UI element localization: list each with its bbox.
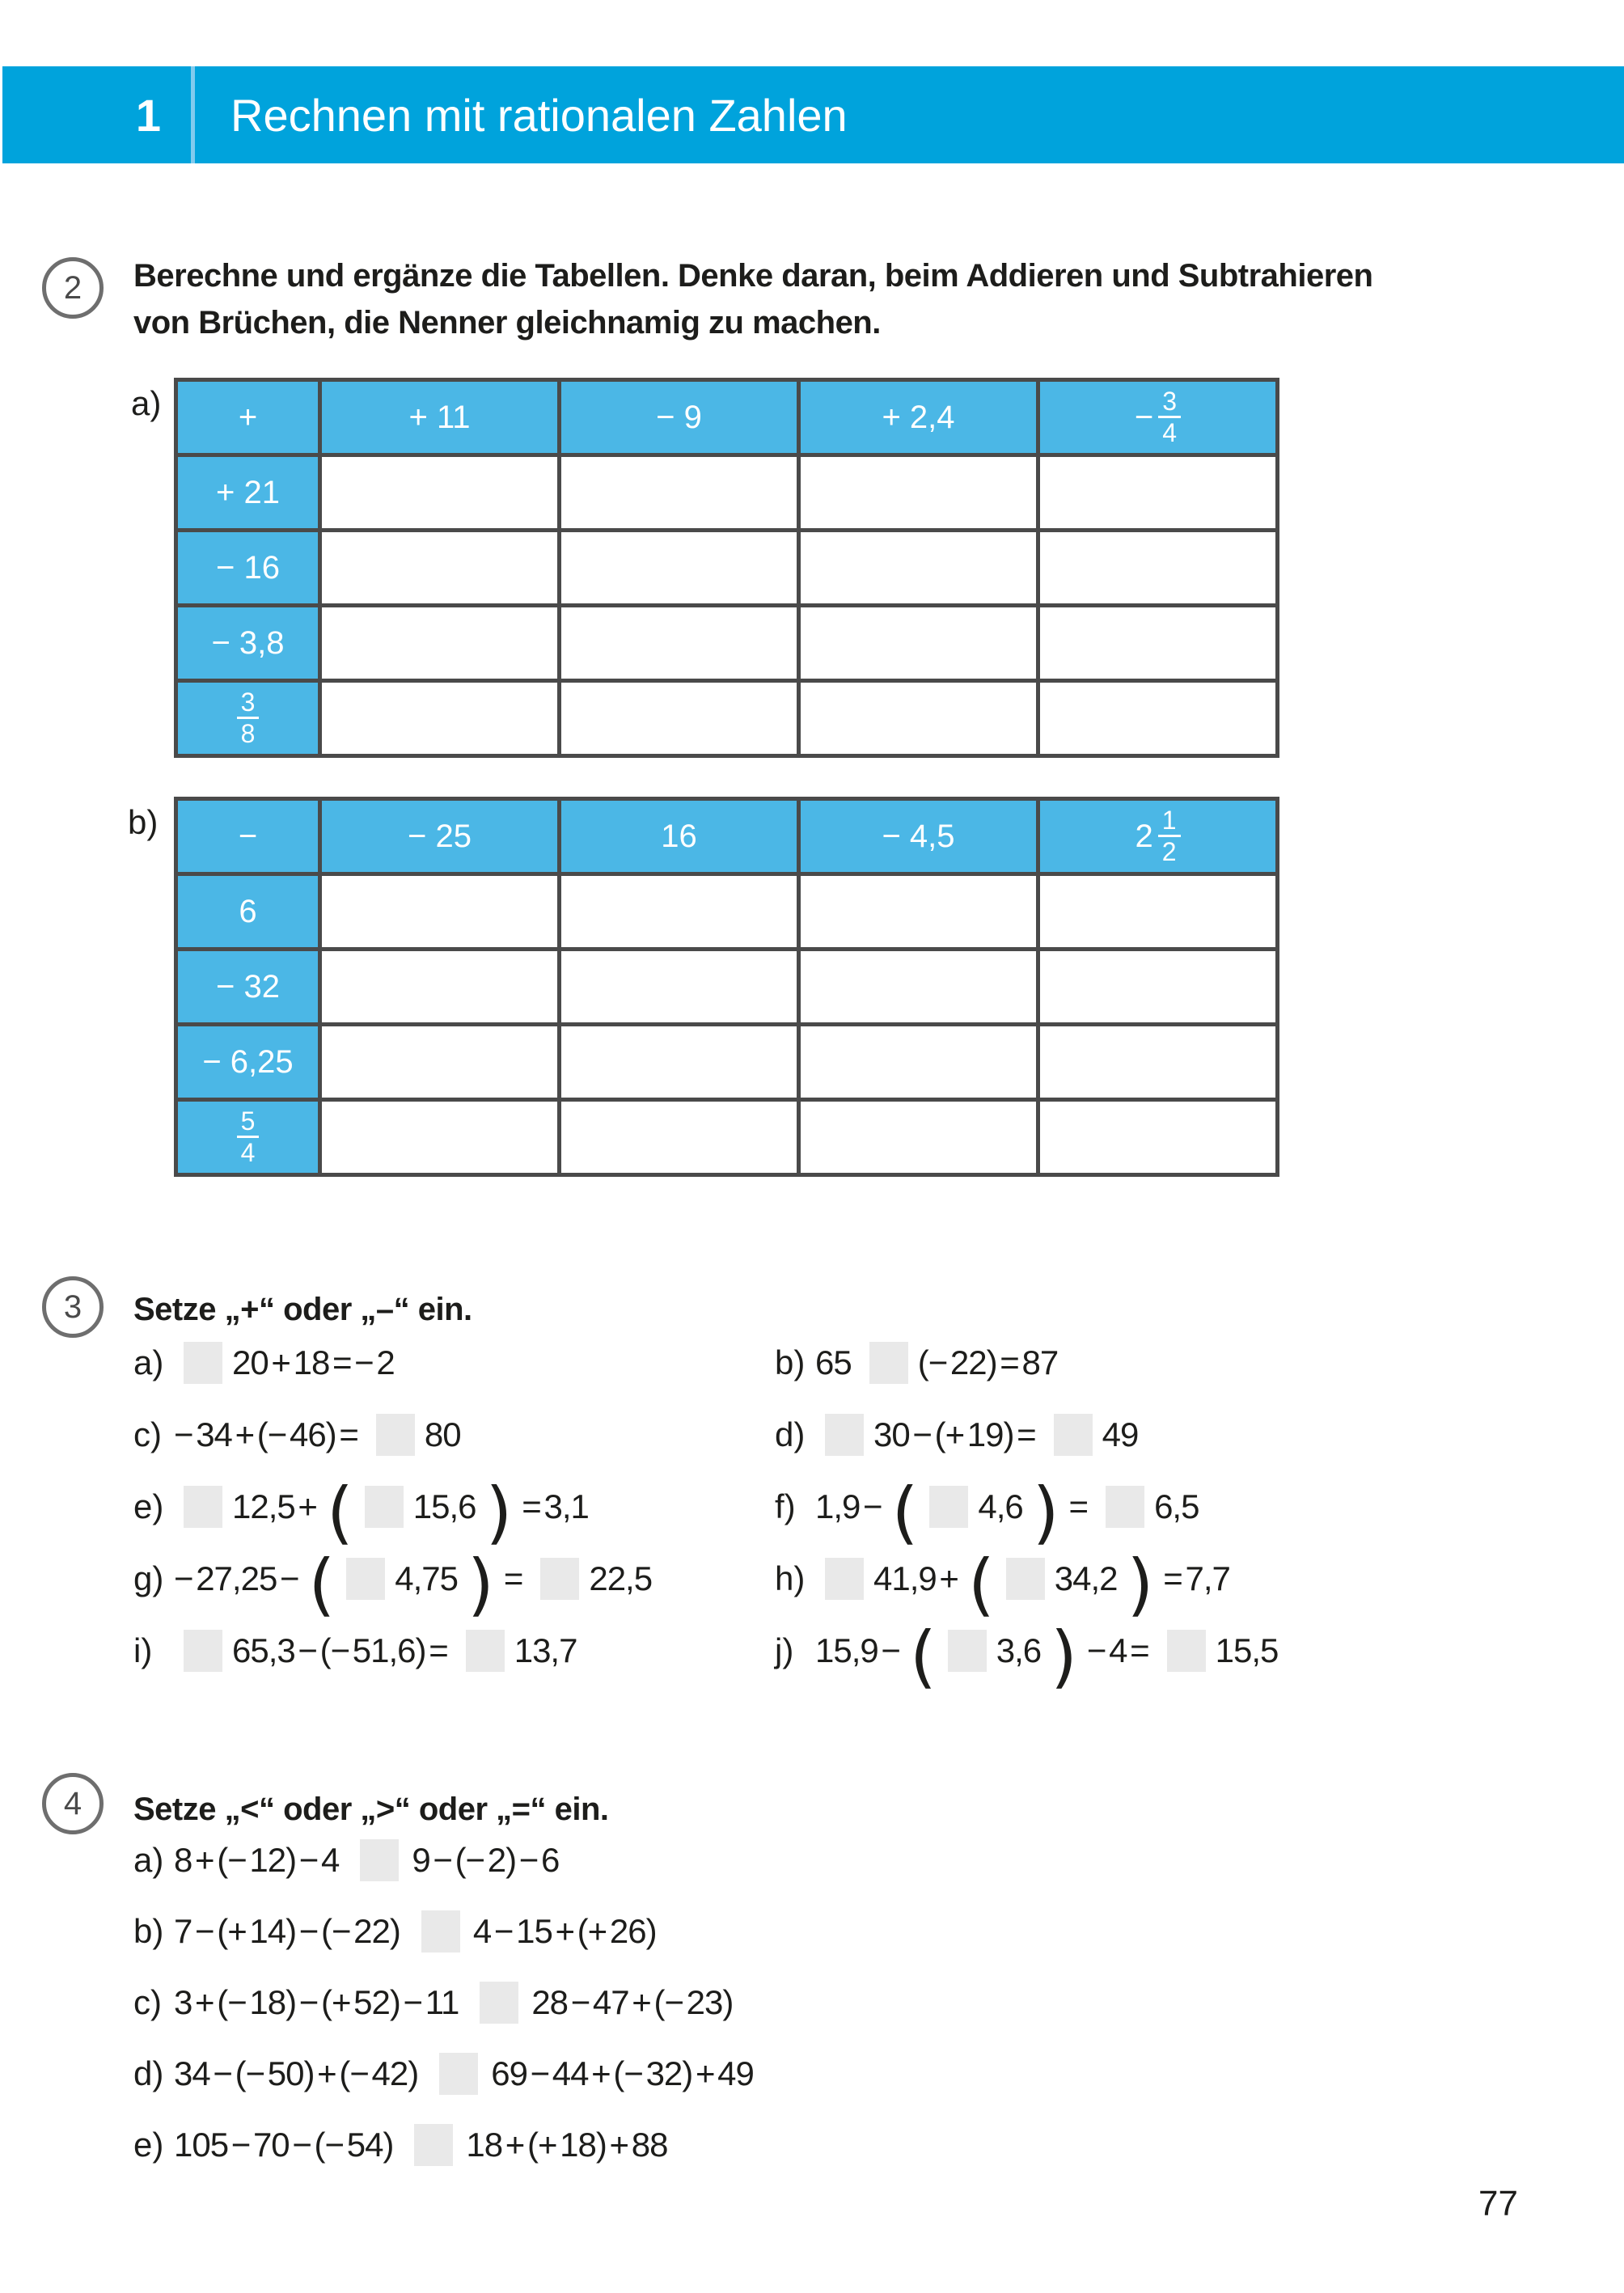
- table-a-header-row: [176, 380, 1278, 455]
- fraction-numerator: 3: [1162, 386, 1178, 416]
- equation-text: 69 − 44 + (− 32) + 49: [491, 2054, 754, 2092]
- table-cell-blank[interactable]: [560, 606, 799, 681]
- equation-text: (− 22) = 87: [917, 1343, 1059, 1381]
- equation-text: 15,9 −: [815, 1631, 900, 1669]
- answer-box[interactable]: [184, 1342, 222, 1384]
- table-a-operator-cell: +: [176, 380, 320, 455]
- answer-box[interactable]: [184, 1630, 222, 1672]
- equation-text: 22,5: [589, 1559, 653, 1597]
- table-cell-blank[interactable]: [560, 950, 799, 1025]
- answer-box[interactable]: [1054, 1414, 1093, 1456]
- equation-text: 30 − (+ 19) =: [873, 1415, 1036, 1453]
- close-paren: ): [1127, 1544, 1154, 1624]
- mixed-number-whole: 2: [1135, 818, 1153, 854]
- table-b-row-header-fraction: [176, 1100, 320, 1175]
- table-cell-blank[interactable]: [320, 455, 560, 531]
- table-b-col-header-mixed-number: [1038, 799, 1278, 874]
- table-b-row-header: − 6,25: [176, 1025, 320, 1100]
- table-row: [176, 455, 1278, 531]
- equation-text: − 27,25 −: [174, 1559, 299, 1597]
- table-cell-blank[interactable]: [1038, 681, 1278, 756]
- answer-box[interactable]: [346, 1558, 385, 1600]
- table-cell-blank[interactable]: [1038, 1025, 1278, 1100]
- exercise-2-number-badge: [42, 257, 104, 319]
- open-paren: (: [326, 1472, 353, 1552]
- close-paren: ): [485, 1472, 513, 1552]
- exercise-2-number: 2: [63, 269, 82, 306]
- answer-box[interactable]: [414, 2124, 453, 2166]
- item-letter: f): [775, 1487, 796, 1525]
- fraction-numerator: 5: [240, 1106, 256, 1136]
- equation-text: 6,5: [1154, 1487, 1199, 1525]
- equation-text: 7 − (+ 14) − (− 22): [174, 1912, 400, 1950]
- item-letter: b): [775, 1343, 806, 1381]
- chapter-divider: [191, 66, 195, 163]
- answer-box[interactable]: [480, 1982, 518, 2024]
- equation-text: 12,5 +: [232, 1487, 317, 1525]
- ex4-item-a: [133, 1825, 1508, 1896]
- equation-text: =: [1068, 1487, 1089, 1525]
- exercise-2-prompt-line2: von Brüchen, die Nenner gleichnamig zu machen.: [133, 305, 881, 341]
- equation-text: − 34 + (− 46) =: [174, 1415, 358, 1453]
- page-number: 77: [1478, 2184, 1518, 2223]
- equation-text: 34 − (− 50) + (− 42): [174, 2054, 419, 2092]
- item-letter: a): [133, 1841, 164, 1879]
- ex3-item-c: [133, 1398, 772, 1470]
- ex3-item-i: [133, 1614, 772, 1686]
- item-letter: a): [133, 1343, 164, 1381]
- equation-text: 13,7: [514, 1631, 577, 1669]
- equation-text: 49: [1102, 1415, 1139, 1453]
- table-cell-blank[interactable]: [1038, 950, 1278, 1025]
- equation-text: 15,5: [1215, 1631, 1279, 1669]
- table-row: [176, 531, 1278, 606]
- table-cell-blank[interactable]: [320, 950, 560, 1025]
- table-b-row-header: 6: [176, 874, 320, 950]
- table-b-label: b): [128, 803, 159, 841]
- ex3-item-d: [775, 1398, 1406, 1470]
- item-letter: i): [133, 1631, 153, 1669]
- item-letter: d): [775, 1415, 806, 1453]
- fraction-denominator: 2: [1158, 835, 1181, 866]
- answer-box[interactable]: [825, 1414, 864, 1456]
- answer-box[interactable]: [360, 1839, 399, 1881]
- table-b-col-header: − 25: [320, 799, 560, 874]
- exercise-2-prompt: [133, 252, 1427, 346]
- equation-text: 105 − 70 − (− 54): [174, 2126, 394, 2164]
- equation-text: 3,6: [996, 1631, 1042, 1669]
- exercise-3-left-column: [133, 1326, 772, 1686]
- table-cell-blank[interactable]: [799, 1025, 1038, 1100]
- fraction-numerator: 3: [240, 687, 256, 717]
- ex3-item-f: [775, 1470, 1406, 1552]
- table-row: [176, 606, 1278, 681]
- table-cell-blank[interactable]: [320, 1100, 560, 1175]
- table-cell-blank[interactable]: [320, 1025, 560, 1100]
- table-cell-blank[interactable]: [1038, 1100, 1278, 1175]
- equation-text: 4,6: [978, 1487, 1023, 1525]
- ex3-item-g: [133, 1542, 772, 1624]
- table-cell-blank[interactable]: [560, 681, 799, 756]
- exercise-3-number-badge: [42, 1276, 104, 1338]
- exercise-3-right-column: [775, 1326, 1406, 1696]
- table-b-operator-cell: −: [176, 799, 320, 874]
- close-paren: ): [1032, 1472, 1059, 1552]
- item-letter: d): [133, 2054, 164, 2092]
- equation-text: 3 + (− 18) − (+ 52) − 11: [174, 1983, 459, 2021]
- answer-box[interactable]: [365, 1486, 404, 1528]
- table-cell-blank[interactable]: [320, 606, 560, 681]
- table-a-col-header: + 2,4: [799, 380, 1038, 455]
- answer-box[interactable]: [540, 1558, 579, 1600]
- table-row: [176, 681, 1278, 756]
- table-a: [174, 378, 1279, 758]
- table-cell-blank[interactable]: [799, 606, 1038, 681]
- item-letter: j): [775, 1631, 794, 1669]
- answer-box[interactable]: [1106, 1486, 1144, 1528]
- equation-text: 18 + (+ 18) + 88: [466, 2126, 668, 2164]
- table-cell-blank[interactable]: [560, 531, 799, 606]
- answer-box[interactable]: [376, 1414, 415, 1456]
- close-paren: ): [1051, 1616, 1077, 1696]
- table-cell-blank[interactable]: [560, 1025, 799, 1100]
- answer-box[interactable]: [439, 2053, 478, 2095]
- fraction-denominator: 8: [237, 717, 260, 748]
- table-b-col-header: − 4,5: [799, 799, 1038, 874]
- equation-text: 4,75: [395, 1559, 459, 1597]
- ex3-item-h: [775, 1542, 1406, 1624]
- exercise-3-prompt: Setze „+“ oder „–“ ein.: [133, 1292, 472, 1327]
- table-a-label: a): [131, 384, 162, 422]
- exercise-4-prompt: Setze „<“ oder „>“ oder „=“ ein.: [133, 1792, 609, 1827]
- table-a-row-header: + 21: [176, 455, 320, 531]
- fraction-sign: −: [1134, 399, 1154, 435]
- ex3-item-e: [133, 1470, 772, 1552]
- item-letter: c): [133, 1415, 162, 1453]
- table-cell-blank[interactable]: [1038, 455, 1278, 531]
- ex4-item-e: [133, 2109, 1508, 2181]
- item-letter: b): [133, 1912, 164, 1950]
- ex3-item-b: [775, 1326, 1406, 1398]
- table-a-row-header: − 3,8: [176, 606, 320, 681]
- equation-text: = 3,1: [522, 1487, 589, 1525]
- item-letter: e): [133, 1487, 164, 1525]
- equation-text: 9 − (− 2) − 6: [412, 1841, 560, 1879]
- chapter-number: 1: [135, 89, 161, 141]
- open-paren: (: [967, 1544, 995, 1624]
- table-row: [176, 1025, 1278, 1100]
- table-cell-blank[interactable]: [320, 681, 560, 756]
- fraction: [1158, 806, 1181, 866]
- table-a-row-header: − 16: [176, 531, 320, 606]
- table-cell-blank[interactable]: [560, 455, 799, 531]
- equation-text: 34,2: [1054, 1559, 1118, 1597]
- table-cell-blank[interactable]: [1038, 531, 1278, 606]
- equation-text: =: [503, 1559, 523, 1597]
- table-cell-blank[interactable]: [1038, 606, 1278, 681]
- open-paren: (: [909, 1616, 937, 1696]
- table-b-header-row: [176, 799, 1278, 874]
- item-letter: e): [133, 2126, 164, 2164]
- equation-text: 15,6: [412, 1487, 476, 1525]
- answer-box[interactable]: [1167, 1630, 1206, 1672]
- table-cell-blank[interactable]: [799, 681, 1038, 756]
- table-row: [176, 950, 1278, 1025]
- exercise-3-number: 3: [63, 1288, 82, 1325]
- table-a-col-header-fraction: [1038, 380, 1278, 455]
- equation-text: 65: [815, 1343, 852, 1381]
- equation-text: = 7,7: [1163, 1559, 1230, 1597]
- open-paren: (: [891, 1472, 919, 1552]
- table-cell-blank[interactable]: [320, 874, 560, 950]
- chapter-header-bar: [2, 66, 1624, 163]
- open-paren: (: [308, 1544, 336, 1624]
- exercise-4-number-badge: [42, 1773, 104, 1834]
- exercise-4-items: [133, 1825, 1508, 2181]
- table-cell-blank[interactable]: [799, 950, 1038, 1025]
- table-cell-blank[interactable]: [799, 531, 1038, 606]
- ex3-item-j: [775, 1614, 1406, 1696]
- item-letter: g): [133, 1559, 164, 1597]
- table-a-row-header-fraction: [176, 681, 320, 756]
- answer-box[interactable]: [869, 1342, 908, 1384]
- table-a-col-header: + 11: [320, 380, 560, 455]
- equation-text: 41,9 +: [873, 1559, 958, 1597]
- item-letter: h): [775, 1559, 806, 1597]
- fraction-denominator: 4: [1158, 416, 1181, 447]
- fraction: [237, 1107, 260, 1167]
- table-b: [174, 797, 1279, 1177]
- equation-text: 65,3 − (− 51,6) =: [232, 1631, 448, 1669]
- fraction-numerator: 1: [1161, 805, 1177, 835]
- answer-box[interactable]: [466, 1630, 505, 1672]
- equation-text: 8 + (− 12) − 4: [174, 1841, 340, 1879]
- answer-box[interactable]: [1006, 1558, 1045, 1600]
- equation-text: 20 + 18 = − 2: [232, 1343, 395, 1381]
- table-row: [176, 1100, 1278, 1175]
- equation-text: 1,9 −: [815, 1487, 882, 1525]
- answer-box[interactable]: [825, 1558, 864, 1600]
- answer-box[interactable]: [948, 1630, 987, 1672]
- equation-text: − 4 =: [1086, 1631, 1149, 1669]
- item-letter: c): [133, 1983, 162, 2021]
- exercise-4-number: 4: [63, 1785, 82, 1821]
- table-cell-blank[interactable]: [799, 874, 1038, 950]
- equation-text: 4 − 15 + (+ 26): [472, 1912, 657, 1950]
- table-a-col-header: − 9: [560, 380, 799, 455]
- answer-box[interactable]: [421, 1910, 460, 1952]
- fraction: [237, 688, 260, 748]
- exercise-2-prompt-line1: Berechne und ergänze die Tabellen. Denke daran, beim Addieren und Subtrahieren: [133, 258, 1373, 294]
- fraction-denominator: 4: [237, 1136, 260, 1167]
- table-b-col-header: 16: [560, 799, 799, 874]
- table-cell-blank[interactable]: [1038, 874, 1278, 950]
- ex4-item-c: [133, 1967, 1508, 2038]
- ex3-item-a: [133, 1326, 772, 1398]
- table-cell-blank[interactable]: [320, 531, 560, 606]
- ex4-item-d: [133, 2038, 1508, 2109]
- ex4-item-b: [133, 1896, 1508, 1967]
- table-cell-blank[interactable]: [560, 1100, 799, 1175]
- answer-box[interactable]: [929, 1486, 968, 1528]
- close-paren: ): [467, 1544, 494, 1624]
- table-cell-blank[interactable]: [799, 1100, 1038, 1175]
- equation-text: 28 − 47 + (− 23): [531, 1983, 734, 2021]
- table-b-row-header: − 32: [176, 950, 320, 1025]
- fraction: [1158, 387, 1181, 447]
- chapter-title: Rechnen mit rationalen Zahlen: [230, 89, 848, 141]
- answer-box[interactable]: [184, 1486, 222, 1528]
- table-cell-blank[interactable]: [560, 874, 799, 950]
- table-row: [176, 874, 1278, 950]
- equation-text: 80: [424, 1415, 461, 1453]
- table-cell-blank[interactable]: [799, 455, 1038, 531]
